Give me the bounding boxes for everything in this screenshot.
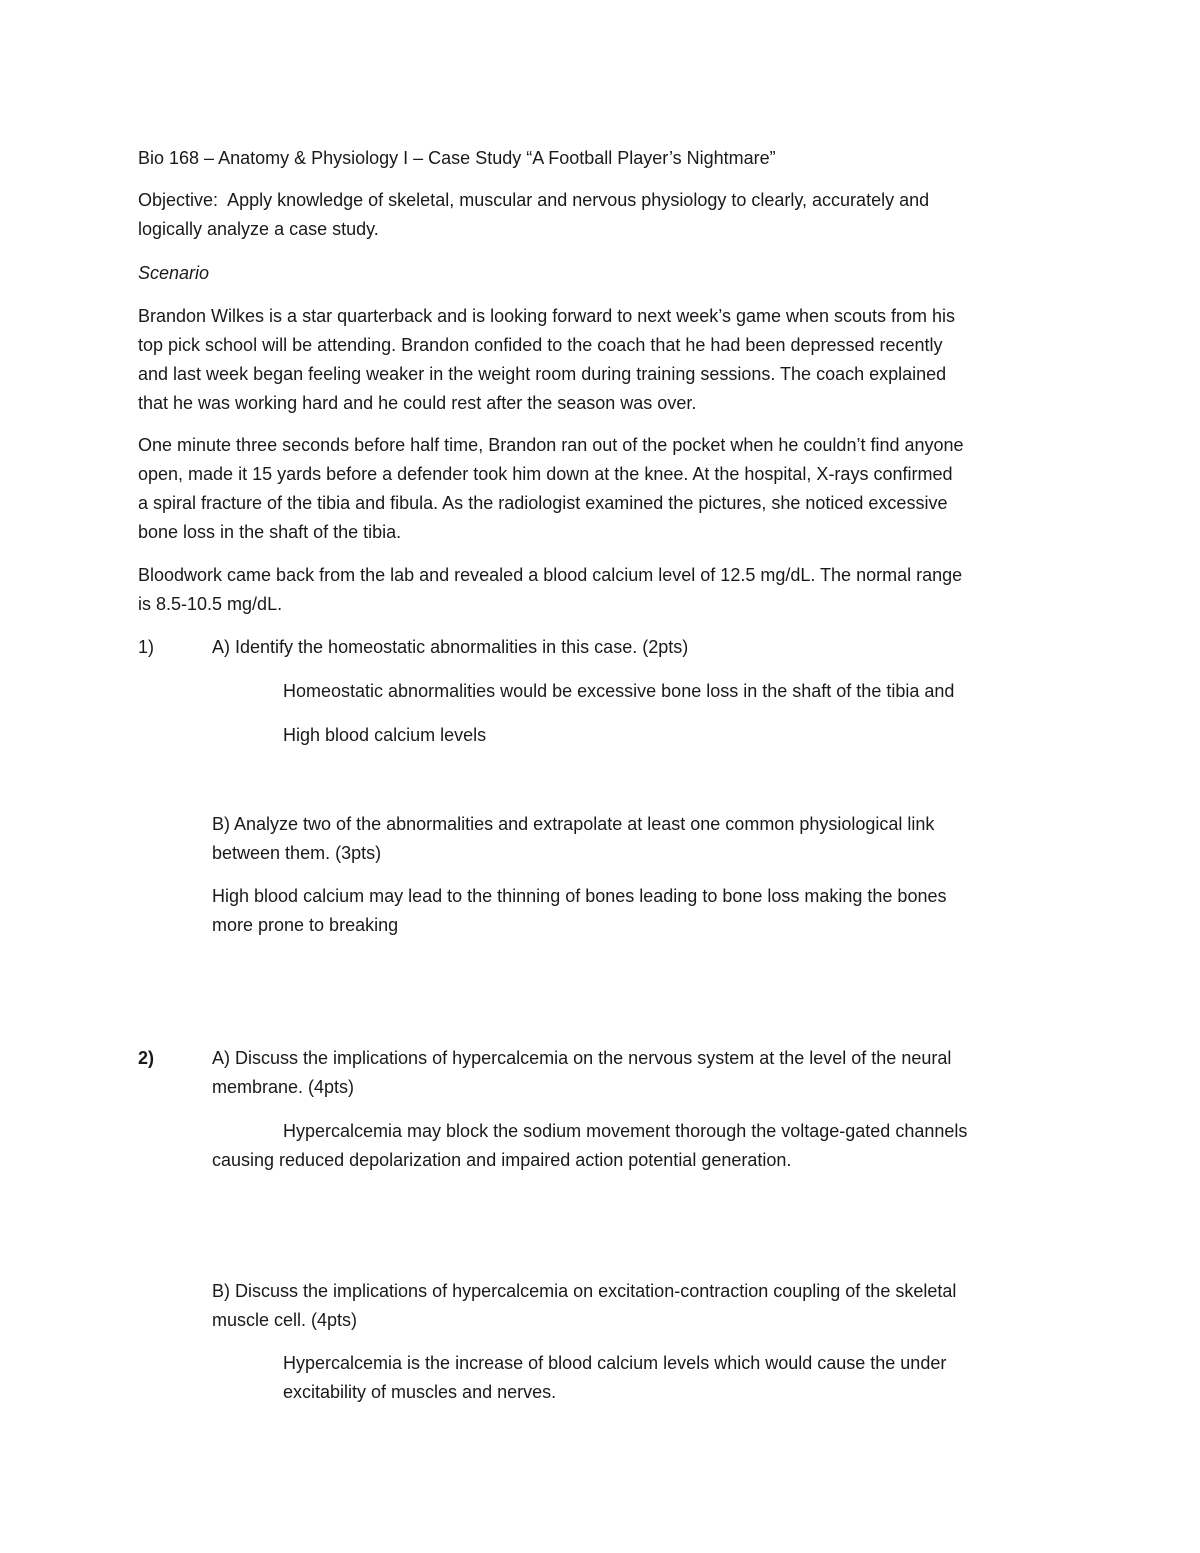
scenario-paragraph-1-line: that he was working hard and he could rest after the season was over.: [138, 393, 697, 413]
question-2a-answer-line: causing reduced depolarization and impaired action potential generation.: [212, 1150, 792, 1170]
question-2a-prompt-line: A) Discuss the implications of hypercalcemia on the nervous system at the level of the neural: [212, 1048, 952, 1068]
question-1b-answer-line: more prone to breaking: [212, 915, 399, 935]
question-1-number: 1): [138, 637, 155, 657]
question-1b-prompt-line: B) Analyze two of the abnormalities and extrapolate at least one common physiological link: [212, 814, 935, 834]
question-1a-prompt: A) Identify the homeostatic abnormalities in this case. (2pts): [212, 637, 689, 657]
question-1a-answer-line: Homeostatic abnormalities would be excessive bone loss in the shaft of the tibia and: [283, 681, 955, 701]
scenario-paragraph-2-line: One minute three seconds before half time, Brandon ran out of the pocket when he couldn’t find anyone: [138, 435, 964, 455]
question-2-number: 2): [138, 1048, 155, 1068]
objective-line-2: logically analyze a case study.: [138, 219, 379, 239]
scenario-paragraph-2-line: open, made it 15 yards before a defender took him down at the knee. At the hospital, X-rays confirmed: [138, 464, 953, 484]
objective-label: Objective:: [138, 190, 219, 210]
question-1a-answer-line: High blood calcium levels: [283, 725, 487, 745]
question-2b-prompt-line: B) Discuss the implications of hypercalcemia on excitation-contraction coupling of the skeletal: [212, 1281, 957, 1301]
question-2b-answer-line: excitability of muscles and nerves.: [283, 1382, 557, 1402]
scenario-paragraph-3-line: Bloodwork came back from the lab and revealed a blood calcium level of 12.5 mg/dL. The normal range: [138, 565, 963, 585]
scenario-paragraph-3-line: is 8.5-10.5 mg/dL.: [138, 594, 283, 614]
scenario-heading: Scenario: [138, 263, 210, 283]
question-1b-prompt-line: between them. (3pts): [212, 843, 382, 863]
question-2b-prompt-line: muscle cell. (4pts): [212, 1310, 358, 1330]
scenario-paragraph-1-line: and last week began feeling weaker in the weight room during training sessions. The coach explained: [138, 364, 947, 384]
scenario-paragraph-1-line: Brandon Wilkes is a star quarterback and is looking forward to next week’s game when scouts from his: [138, 306, 956, 326]
scenario-paragraph-1-line: top pick school will be attending. Brandon confided to the coach that he had been depressed recently: [138, 335, 943, 355]
question-1b-answer-line: High blood calcium may lead to the thinning of bones leading to bone loss making the bones: [212, 886, 947, 906]
objective-text: Apply knowledge of skeletal, muscular and nervous physiology to clearly, accurately and: [227, 190, 930, 210]
objective-line-1: [138, 186, 929, 215]
scenario-paragraph-2-line: a spiral fracture of the tibia and fibula. As the radiologist examined the pictures, she noticed excessive: [138, 493, 948, 513]
question-2a-answer-line: Hypercalcemia may block the sodium movement thorough the voltage-gated channels: [283, 1121, 968, 1141]
question-2a-prompt-line: membrane. (4pts): [212, 1077, 355, 1097]
scenario-paragraph-2-line: bone loss in the shaft of the tibia.: [138, 522, 402, 542]
document-title: Bio 168 – Anatomy & Physiology I – Case Study “A Football Player’s Nightmare”: [138, 148, 776, 168]
question-2b-answer-line: Hypercalcemia is the increase of blood calcium levels which would cause the under: [283, 1353, 947, 1373]
